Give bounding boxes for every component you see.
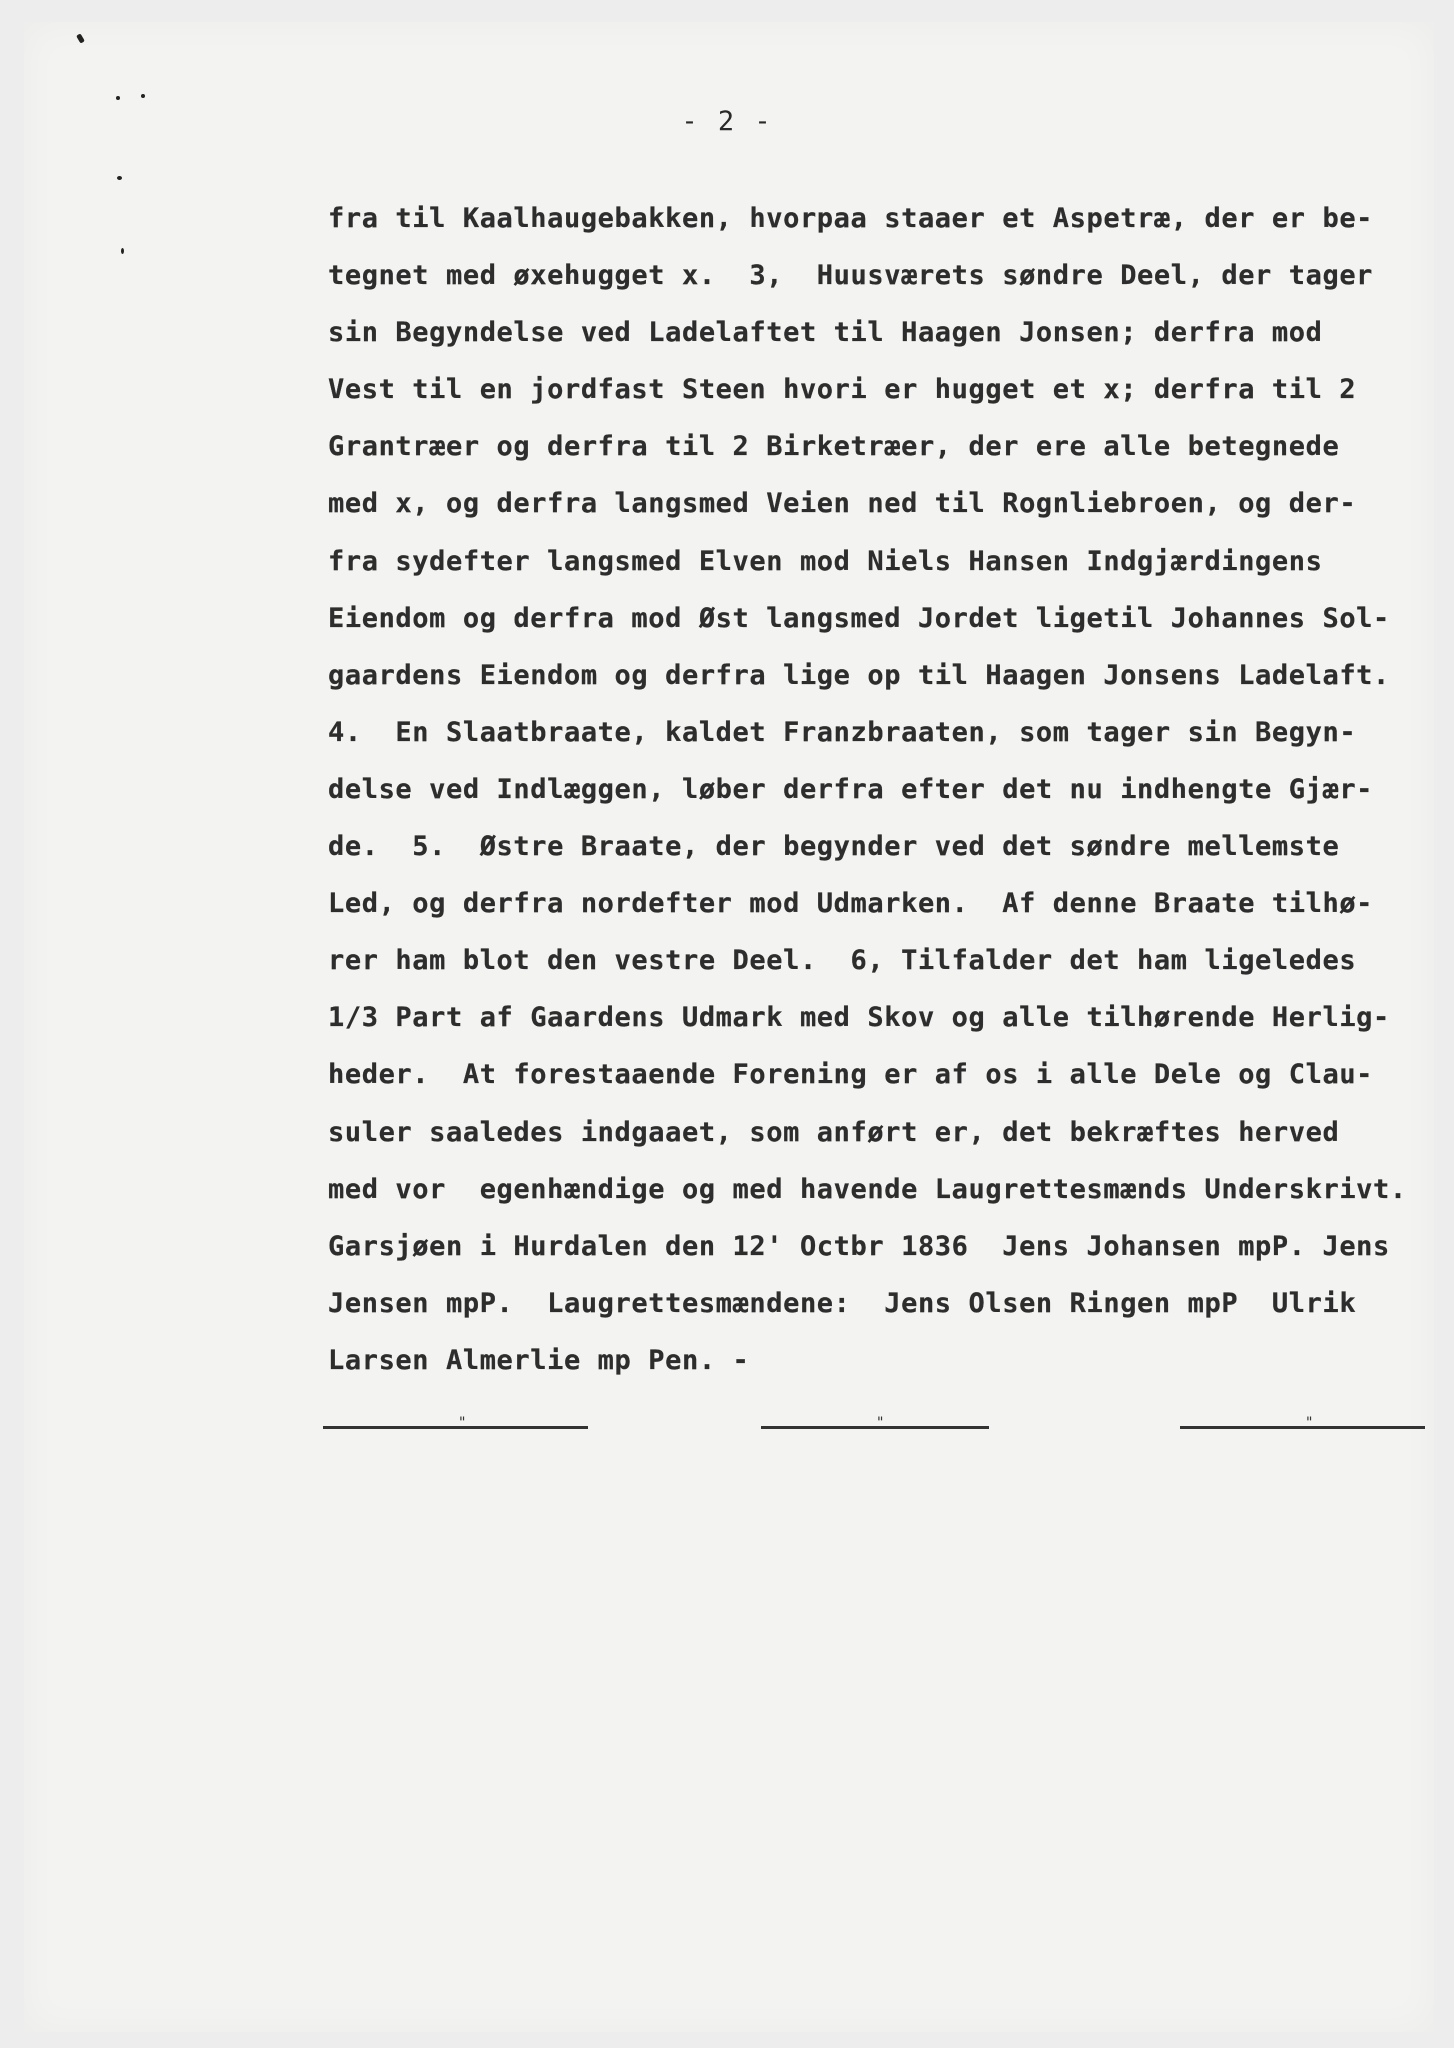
text-line: Larsen Almerlie mp Pen. -	[328, 1344, 750, 1376]
signature-tick: "	[1305, 1415, 1314, 1431]
text-line: med vor egenhændige og med havende Laugrettesmænds Underskrivt.	[328, 1173, 1407, 1205]
margin-speck	[116, 96, 120, 100]
body-text	[328, 190, 1428, 1389]
signature-line	[761, 1415, 989, 1431]
signature-line	[323, 1415, 588, 1431]
text-line: Led, og derfra nordefter mod Udmarken. Af denne Braate tilhø-	[328, 888, 1374, 920]
text-line: Garsjøen i Hurdalen den 12' Octbr 1836 Jens Johansen mpP. Jens	[328, 1230, 1390, 1262]
text-line: tegnet med øxehugget x. 3, Huusværets søndre Deel, der tager	[328, 260, 1374, 292]
text-line: Jensen mpP. Laugrettesmændene: Jens Olsen Ringen mpP Ulrik	[328, 1287, 1357, 1319]
text-line: med x, og derfra langsmed Veien ned til Rognliebroen, og der-	[328, 488, 1357, 520]
text-line: Grantræer og derfra til 2 Birketræer, der ere alle betegnede	[328, 431, 1340, 463]
text-line: rer ham blot den vestre Deel. 6, Tilfalder det ham ligeledes	[328, 945, 1357, 977]
page-number: - 2 -	[681, 106, 773, 137]
text-line: fra sydefter langsmed Elven mod Niels Hansen Indgjærdingens	[328, 545, 1323, 577]
signature-line	[1180, 1415, 1425, 1431]
text-line: heder. At forestaaende Forening er af os i alle Dele og Clau-	[328, 1059, 1374, 1091]
signature-tick: "	[876, 1415, 885, 1431]
text-line: fra til Kaalhaugebakken, hvorpaa staaer et Aspetræ, der er be-	[328, 203, 1374, 234]
text-line: Eiendom og derfra mod Øst langsmed Jordet ligetil Johannes Sol-	[328, 602, 1390, 634]
text-line: 1/3 Part af Gaardens Udmark med Skov og alle tilhørende Herlig-	[328, 1002, 1390, 1034]
text-line: gaardens Eiendom og derfra lige op til Haagen Jonsens Ladelaft.	[328, 659, 1390, 691]
text-line: 4. En Slaatbraate, kaldet Franzbraaten, som tager sin Begyn-	[328, 716, 1357, 748]
margin-speck	[141, 94, 145, 98]
signature-tick: "	[458, 1415, 467, 1431]
text-line: sin Begyndelse ved Ladelaftet til Haagen Jonsen; derfra mod	[328, 317, 1323, 349]
margin-speck	[117, 176, 122, 180]
text-line: suler saaledes indgaaet, som anført er, det bekræftes herved	[328, 1116, 1340, 1148]
text-line: Vest til en jordfast Steen hvori er hugget et x; derfra til 2	[328, 374, 1357, 406]
text-line: de. 5. Østre Braate, der begynder ved det søndre mellemste	[328, 831, 1340, 863]
text-line: delse ved Indlæggen, løber derfra efter det nu indhengte Gjær-	[328, 773, 1374, 805]
margin-speck	[121, 248, 124, 254]
